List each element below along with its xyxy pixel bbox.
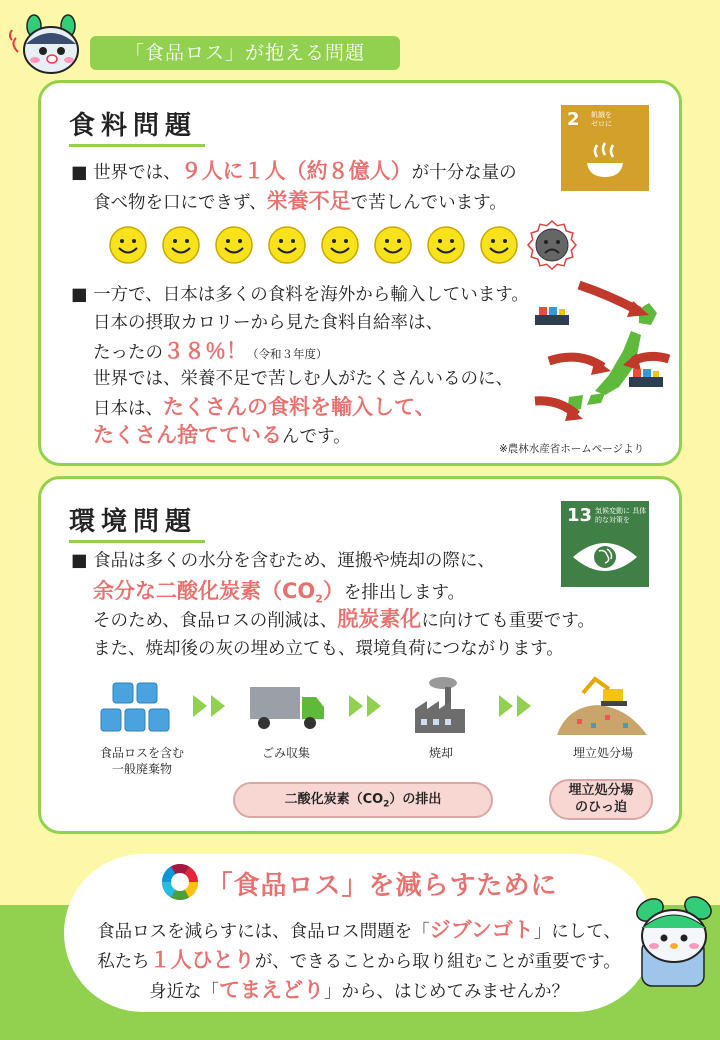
eye-earth-icon bbox=[561, 501, 649, 587]
text: 日本は、 bbox=[93, 399, 163, 419]
reduce-line3 bbox=[64, 974, 654, 1004]
highlight-text: たくさん捨てている bbox=[93, 423, 282, 447]
sdg13-label: 気候変動に 具体的な対策を bbox=[595, 507, 647, 524]
text: （令和３年度） bbox=[247, 347, 328, 361]
highlight-text: ジブンゴト bbox=[429, 918, 534, 942]
environment-problem-card bbox=[38, 476, 682, 834]
highlight-text: 脱炭素化 bbox=[337, 607, 422, 631]
highlight-text: てまえどり bbox=[219, 978, 324, 1002]
mascot-icon bbox=[628, 880, 718, 990]
arrow-right-icon bbox=[191, 693, 243, 719]
text: が、できることから取り組むことが重要です。 bbox=[254, 952, 621, 972]
smiley-face-icon bbox=[103, 220, 153, 270]
reduce-line2 bbox=[64, 944, 654, 974]
text: 私たち bbox=[97, 952, 150, 972]
smiley-face-icon bbox=[315, 220, 365, 270]
sad-face-icon bbox=[527, 220, 577, 270]
text: が十分な量の bbox=[411, 163, 517, 183]
smiley-face-icon bbox=[421, 220, 471, 270]
food-para2-line4: 世界では、栄養不足で苦しむ人がたくさんいるのに、 bbox=[93, 369, 513, 389]
garbage-bins-icon bbox=[91, 679, 191, 741]
source-note: ※農林水産省ホームページより bbox=[499, 443, 645, 455]
env-line1 bbox=[71, 547, 495, 575]
highlight-text: たくさんの食料を輸入して、 bbox=[163, 395, 436, 419]
text: 」から、はじめてみませんか？ bbox=[324, 982, 569, 1002]
sdg2-number: 2 bbox=[567, 109, 580, 130]
text: を排出します。 bbox=[343, 583, 466, 603]
bullet: ■ bbox=[71, 551, 88, 571]
garbage-truck-icon bbox=[246, 683, 326, 733]
japan-import-map-icon bbox=[529, 279, 674, 434]
highlight-text: 栄養不足 bbox=[266, 189, 351, 213]
food-para1-line1 bbox=[71, 157, 517, 187]
page-title: 「食品ロス」が抱える問題 bbox=[90, 36, 400, 70]
landfill-pressure-pill: 埋立処分場 のひっ迫 bbox=[549, 779, 653, 820]
flow-step3-label: 焼却 bbox=[428, 746, 453, 760]
text: そのため、食品ロスの削減は、 bbox=[93, 611, 338, 631]
food-para2-line5 bbox=[93, 393, 436, 423]
env-line3 bbox=[93, 605, 595, 635]
arrow-right-icon bbox=[347, 693, 399, 719]
text: 」にして、 bbox=[533, 922, 621, 942]
mascot-icon bbox=[8, 8, 90, 78]
sdg13-badge bbox=[561, 501, 649, 587]
env-heading: 環境問題 bbox=[69, 501, 205, 543]
smiley-face-icon bbox=[262, 220, 312, 270]
flow-step2-label: ごみ収集 bbox=[261, 746, 310, 760]
highlight-text: ９人に１人（約８億人） bbox=[180, 159, 412, 183]
highlight-text: 2 bbox=[315, 592, 323, 606]
smiley-face-icon bbox=[209, 220, 259, 270]
food-para2-line2: 日本の摂取カロリーから見た食料自給率は、 bbox=[93, 313, 443, 333]
text: に向けても重要です。 bbox=[421, 611, 595, 631]
flow-step1-label: 食品ロスを含む 一般廃棄物 bbox=[99, 746, 184, 776]
food-para1-line2 bbox=[93, 187, 507, 217]
highlight-text: ） bbox=[322, 579, 344, 603]
smiley-face-icon bbox=[474, 220, 524, 270]
arrow-right-icon bbox=[497, 693, 549, 719]
text: 一方で、日本は多くの食料を海外から輸入しています。 bbox=[93, 285, 529, 305]
smiley-row bbox=[103, 220, 623, 270]
text: 食べ物を口にできず、 bbox=[93, 193, 267, 213]
highlight-text: 余分な二酸化炭素（CO bbox=[93, 579, 316, 603]
text: で苦しんでいます。 bbox=[350, 193, 507, 213]
food-problem-card bbox=[38, 80, 682, 466]
sdg2-label: 飢餓を ゼロに bbox=[591, 111, 612, 128]
smiley-face-icon bbox=[156, 220, 206, 270]
sdg2-badge bbox=[561, 105, 649, 191]
highlight-text: ３８％！ bbox=[163, 339, 247, 363]
text: んです。 bbox=[282, 427, 351, 447]
flow-step4-label: 埋立処分場 bbox=[572, 746, 633, 760]
text: 二酸化炭素（CO bbox=[284, 792, 384, 807]
factory-icon bbox=[411, 675, 471, 739]
text: 身近な「 bbox=[149, 982, 219, 1002]
text: 食品ロスを減らすには、食品ロス問題を「 bbox=[97, 922, 430, 942]
co2-emission-pill bbox=[233, 782, 493, 818]
food-para2-line3 bbox=[93, 337, 328, 368]
reduce-food-loss-card bbox=[64, 854, 654, 1012]
text: 2 bbox=[383, 799, 390, 810]
sdg13-number: 13 bbox=[567, 505, 593, 526]
env-line4: また、焼却後の灰の埋め立ても、環境負荷につながります。 bbox=[93, 639, 564, 659]
reduce-title bbox=[64, 862, 654, 902]
bullet: ■ bbox=[71, 285, 88, 305]
smiley-face-icon bbox=[368, 220, 418, 270]
food-para2-line6 bbox=[93, 421, 351, 451]
landfill-icon bbox=[553, 675, 653, 737]
food-heading: 食料問題 bbox=[69, 105, 205, 147]
highlight-text: １人ひとり bbox=[149, 948, 255, 972]
food-para2-line1 bbox=[71, 281, 529, 309]
text: 世界では、 bbox=[93, 163, 181, 183]
reduce-title-text: 「食品ロス」を減らすために bbox=[206, 871, 558, 901]
text: 食品は多くの水分を含むため、運搬や焼却の際に、 bbox=[93, 551, 495, 571]
text: たったの bbox=[93, 343, 163, 363]
text: ）の排出 bbox=[389, 792, 442, 807]
sdg-wheel-icon bbox=[160, 862, 200, 902]
reduce-line1 bbox=[64, 914, 654, 944]
bowl-icon bbox=[561, 105, 649, 191]
bullet: ■ bbox=[71, 163, 88, 183]
